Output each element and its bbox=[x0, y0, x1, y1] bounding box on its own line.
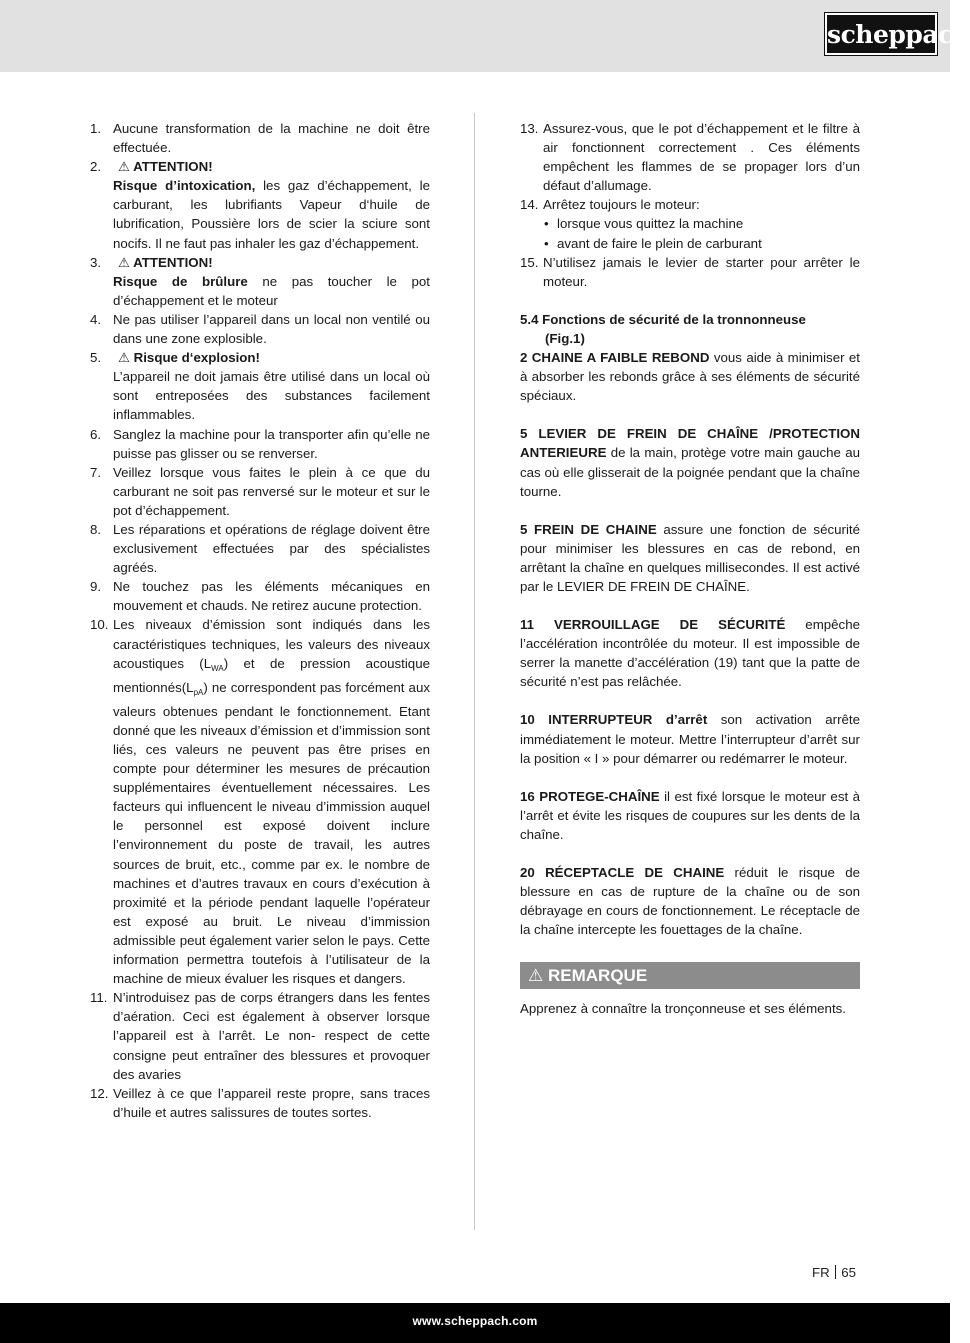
list-item: 5. ⚠ Risque d‘explosion! L’appareil ne doit jamais être utilisé dans un local où sont entreposées des substances facilement inflammables. bbox=[90, 350, 430, 423]
right-column bbox=[520, 119, 860, 1018]
list-item: 10. Les niveaux d’émission sont indiqués dans les caractéristiques techniques, les valeurs des niveaux acoustiques $(L_{WA})$ et de pression acoustique $mentionnés(L_{pA})$ ne correspondent pas forcément aux valeurs obtenues pendant le fonctionnement. Etant donné que les niveaux d’émission et d’immission sont liés, ces valeurs ne peuvent pas être prises en compte pour déterminer les mesures de précaution supplémentaires éventuellement nécessaires. Les facteurs qui influencent le niveau d’immission auquel le personnel est exposé doivent inclure l’environnement du poste de travail, les autres sources de bruit, etc., comme par ex. le nombre de machines et d’autres travaux en cours d’exécution à proximité et la période pendant laquelle l’opérateur est exposé au bruit. Le niveau d’immission admissible peut également varier selon le pays. Cette information permettra toutefois à l’utilisateur de la machine de mieux évaluer les risques et dangers. bbox=[90, 617, 430, 987]
list-item: 1. Aucune transformation de la machine ne doit être effectuée. bbox=[90, 121, 430, 156]
list-item: 6. Sanglez la machine pour la transporter afin qu’elle ne puisse pas glisser ou se renverser. bbox=[90, 426, 430, 461]
feature-paragraph: 5 FREIN DE CHAINE assure une fonction de sécurité pour minimiser les blessures en cas de rebond, en arrêtant la chaîne en quelques millisecondes. Il est activé par le LEVIER DE FREIN DE CHAÎNE. bbox=[520, 521, 860, 594]
left-column bbox=[90, 119, 430, 1122]
safety-list-right bbox=[520, 119, 860, 291]
feature-paragraph: 10 INTERRUPTEUR d’arrêt son activation arrête immédiatement le moteur. Mettre l’interrupteur d’arrêt sur la position « I » pour démarrer ou redémarrer le moteur. bbox=[520, 712, 860, 766]
remarque-banner: ⚠ REMARQUE bbox=[520, 962, 860, 989]
scheppach-logo: scheppach bbox=[825, 13, 937, 55]
warning-label: ⚠ ATTENTION! bbox=[118, 159, 213, 175]
list-item: 13. Assurez-vous, que le pot d’échappement et le filtre à air fonctionnent correctement . Ces éléments empêchent les flammes de se propager lors d’un défaut d’allumage. bbox=[520, 121, 860, 194]
list-item: 11. N’introduisez pas de corps étrangers dans les fentes d’aération. Ceci est également à observer lorsque l’appareil est à l’arrêt. Le non- respect de cette consigne peut entraîner des blessures et provoquer des avaries bbox=[90, 990, 430, 1082]
bullet-item: • avant de faire le plein de carburant bbox=[543, 234, 860, 253]
page-number: FR 65 bbox=[812, 1265, 857, 1280]
column-divider bbox=[474, 113, 475, 1230]
list-item: 7. Veillez lorsque vous faites le plein à ce que du carburant ne soit pas renversé sur le moteur et sur le pot d’échappement. bbox=[90, 464, 430, 518]
bullet-list bbox=[543, 214, 860, 252]
feature-paragraph: 20 RÉCEPTACLE DE CHAINE réduit le risque de blessure en cas de rupture de la chaîne ou de son débrayage en cours de fonctionnement. Le réceptacle de la chaîne intercepte les fouettages de la chaîne. bbox=[520, 865, 860, 938]
list-item: 3. ⚠ ATTENTION! Risque de brûlure ne pas toucher le pot d’échappement et le moteur bbox=[90, 254, 430, 308]
warning-triangle-icon: ⚠ bbox=[118, 350, 130, 366]
list-item: 9. Ne touchez pas les éléments mécaniques en mouvement et chauds. Ne retirez aucune protection. bbox=[90, 579, 430, 614]
website-url: www.scheppach.com bbox=[412, 1314, 538, 1328]
warning-label: ⚠ Risque d‘explosion! bbox=[118, 350, 260, 366]
warning-label: ⚠ ATTENTION! bbox=[118, 254, 213, 270]
list-item: 8. Les réparations et opérations de réglage doivent être exclusivement effectuées par des spécialistes agréés. bbox=[90, 521, 430, 576]
footer-bar bbox=[0, 1303, 950, 1343]
feature-paragraph: 2 CHAINE A FAIBLE REBOND vous aide à minimiser et à absorber les rebonds grâce à ses éléments de sécurité spéciaux. bbox=[520, 350, 860, 404]
warning-triangle-icon: ⚠ bbox=[118, 254, 130, 270]
list-item: 2. ⚠ ATTENTION! Risque d’intoxication, les gaz d’échappement, le carburant, les lubrifiants Vapeur d‘huile de lubrification, Poussière lors de scier la sciure sont nocifs. Il ne faut pas inhaler les gaz d’échappement. bbox=[90, 159, 430, 251]
list-item: 15. N’utilisez jamais le levier de starter pour arrêter le moteur. bbox=[520, 254, 860, 289]
section-heading: 5.4 Fonctions de sécurité de la tronnonneuse (Fig.1) bbox=[520, 311, 806, 346]
list-item: 4. Ne pas utiliser l’appareil dans un local non ventilé ou dans une zone explosible. bbox=[90, 311, 430, 347]
safety-list-left bbox=[90, 119, 430, 1122]
feature-paragraph: 16 PROTEGE-CHAÎNE il est fixé lorsque le moteur est à l’arrêt et évite les risques de coupures sur les dents de la chaîne. bbox=[520, 788, 860, 842]
feature-paragraph: 5 LEVIER DE FREIN DE CHAÎNE /PROTECTION ANTERIEURE de la main, protège votre main gauche au cas où elle glisserait de la poignée pendant que la chaîne tourne. bbox=[520, 426, 860, 499]
feature-paragraph: 11 VERROUILLAGE DE SÉCURITÉ empêche l’accélération incontrôlée du moteur. Il est impossible de serrer la manette d’accélération (19) tant que la patte de sécurité n’est pas relâchée. bbox=[520, 617, 861, 690]
header-bar bbox=[0, 0, 970, 72]
warning-triangle-icon: ⚠ bbox=[118, 159, 130, 175]
list-item: 12. Veillez à ce que l’appareil reste propre, sans traces d’huile et autres salissures de toutes sortes. bbox=[90, 1085, 430, 1120]
list-item: 14. Arrêtez toujours le moteur: • lorsque vous quittez la machine • avant de faire le plein de carburant bbox=[520, 195, 860, 252]
bullet-item: • lorsque vous quittez la machine bbox=[543, 214, 860, 233]
remarque-text: Apprenez à connaître la tronçonneuse et ses éléments. bbox=[520, 1001, 846, 1017]
warning-triangle-icon: ⚠ bbox=[528, 966, 544, 986]
